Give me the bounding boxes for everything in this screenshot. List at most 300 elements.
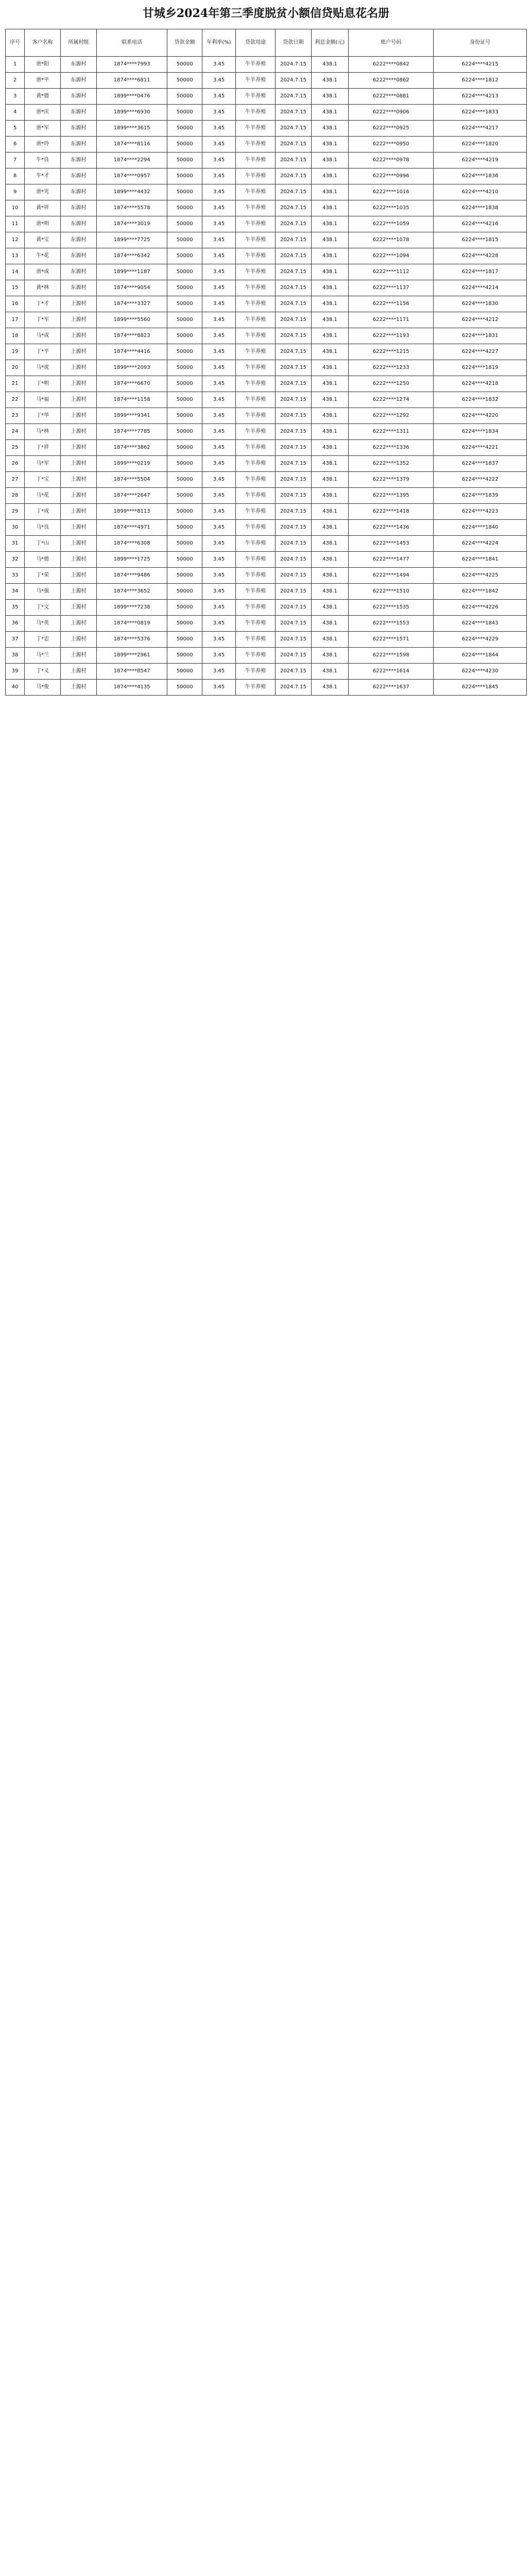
cell-purpose: 牛羊养殖 xyxy=(236,504,276,520)
cell-phone: 1874****9054 xyxy=(96,280,167,296)
cell-no: 13 xyxy=(6,248,25,264)
cell-account: 6222****1598 xyxy=(349,648,434,664)
cell-amount: 50000 xyxy=(167,456,202,472)
table-row xyxy=(6,57,527,73)
cell-phone: 1874****0957 xyxy=(96,168,167,184)
cell-name: 丁*义 xyxy=(25,664,61,680)
cell-id: 6224****4212 xyxy=(434,312,527,328)
cell-name: 丁*文 xyxy=(25,600,61,616)
table-row xyxy=(6,360,527,376)
col-header-name: 客户名称 xyxy=(25,29,61,57)
cell-date: 2024.7.15 xyxy=(275,584,311,600)
cell-village: 上源村 xyxy=(61,488,97,504)
cell-date: 2024.7.15 xyxy=(275,360,311,376)
cell-no: 14 xyxy=(6,264,25,280)
cell-amount: 50000 xyxy=(167,568,202,584)
table-row xyxy=(6,200,527,216)
cell-account: 6222****1614 xyxy=(349,664,434,680)
cell-date: 2024.7.15 xyxy=(275,392,311,408)
cell-account: 6222****1535 xyxy=(349,600,434,616)
table-row xyxy=(6,584,527,600)
cell-no: 34 xyxy=(6,584,25,600)
cell-village: 东源村 xyxy=(61,248,97,264)
col-header-purpose: 贷款用途 xyxy=(236,29,276,57)
cell-rate: 3.45 xyxy=(202,664,235,680)
cell-purpose: 牛羊养殖 xyxy=(236,456,276,472)
cell-amount: 50000 xyxy=(167,664,202,680)
cell-phone: 1874****3652 xyxy=(96,584,167,600)
cell-id: 6224****1837 xyxy=(434,456,527,472)
cell-interest: 438.1 xyxy=(311,105,348,121)
cell-date: 2024.7.15 xyxy=(275,616,311,632)
cell-name: 丁*平 xyxy=(25,344,61,360)
cell-name: 牛*良 xyxy=(25,152,61,168)
cell-name: 丁*明 xyxy=(25,376,61,392)
cell-date: 2024.7.15 xyxy=(275,600,311,616)
cell-village: 东源村 xyxy=(61,57,97,73)
cell-phone: 1874****8116 xyxy=(96,137,167,152)
cell-amount: 50000 xyxy=(167,248,202,264)
cell-village: 东源村 xyxy=(61,184,97,200)
cell-amount: 50000 xyxy=(167,312,202,328)
cell-no: 25 xyxy=(6,440,25,456)
table-row xyxy=(6,664,527,680)
cell-date: 2024.7.15 xyxy=(275,168,311,184)
table-row xyxy=(6,600,527,616)
cell-date: 2024.7.15 xyxy=(275,89,311,105)
page-title: 甘城乡2024年第三季度脱贫小额信贷贴息花名册 xyxy=(142,7,390,20)
cell-account: 6222****0996 xyxy=(349,168,434,184)
cell-phone: 1899****0219 xyxy=(96,456,167,472)
cell-village: 上源村 xyxy=(61,504,97,520)
cell-rate: 3.45 xyxy=(202,328,235,344)
cell-purpose: 牛羊养殖 xyxy=(236,408,276,424)
cell-village: 上源村 xyxy=(61,552,97,568)
cell-purpose: 牛羊养殖 xyxy=(236,680,276,696)
cell-account: 6222****1292 xyxy=(349,408,434,424)
cell-rate: 3.45 xyxy=(202,312,235,328)
cell-phone: 1874****4416 xyxy=(96,344,167,360)
cell-village: 上源村 xyxy=(61,600,97,616)
cell-amount: 50000 xyxy=(167,488,202,504)
cell-purpose: 牛羊养殖 xyxy=(236,472,276,488)
cell-amount: 50000 xyxy=(167,376,202,392)
cell-name: 马*德 xyxy=(25,552,61,568)
cell-date: 2024.7.15 xyxy=(275,552,311,568)
cell-rate: 3.45 xyxy=(202,264,235,280)
cell-name: 马*福 xyxy=(25,392,61,408)
cell-amount: 50000 xyxy=(167,408,202,424)
cell-interest: 438.1 xyxy=(311,680,348,696)
cell-interest: 438.1 xyxy=(311,664,348,680)
cell-amount: 50000 xyxy=(167,648,202,664)
cell-purpose: 牛羊养殖 xyxy=(236,216,276,232)
cell-date: 2024.7.15 xyxy=(275,520,311,536)
table-row xyxy=(6,264,527,280)
cell-village: 上源村 xyxy=(61,312,97,328)
cell-amount: 50000 xyxy=(167,89,202,105)
cell-village: 上源村 xyxy=(61,664,97,680)
table-row xyxy=(6,184,527,200)
table-row xyxy=(6,216,527,232)
cell-village: 上源村 xyxy=(61,648,97,664)
cell-rate: 3.45 xyxy=(202,616,235,632)
col-header-interest: 利息金额(元) xyxy=(311,29,348,57)
cell-village: 上源村 xyxy=(61,472,97,488)
cell-amount: 50000 xyxy=(167,296,202,312)
cell-village: 东源村 xyxy=(61,168,97,184)
table-row xyxy=(6,73,527,89)
cell-phone: 1899****5560 xyxy=(96,312,167,328)
cell-no: 38 xyxy=(6,648,25,664)
cell-village: 东源村 xyxy=(61,121,97,137)
cell-account: 6222****1233 xyxy=(349,360,434,376)
cell-phone: 1874****3327 xyxy=(96,296,167,312)
cell-purpose: 牛羊养殖 xyxy=(236,152,276,168)
cell-village: 东源村 xyxy=(61,152,97,168)
cell-purpose: 牛羊养殖 xyxy=(236,488,276,504)
cell-interest: 438.1 xyxy=(311,632,348,648)
table-row xyxy=(6,344,527,360)
cell-amount: 50000 xyxy=(167,137,202,152)
cell-id: 6224****4227 xyxy=(434,344,527,360)
cell-id: 6224****4218 xyxy=(434,376,527,392)
cell-interest: 438.1 xyxy=(311,408,348,424)
cell-phone: 1874****8547 xyxy=(96,664,167,680)
col-header-rate: 年利率(%) xyxy=(202,29,235,57)
cell-amount: 50000 xyxy=(167,105,202,121)
cell-no: 5 xyxy=(6,121,25,137)
cell-name: 唐*阳 xyxy=(25,57,61,73)
cell-interest: 438.1 xyxy=(311,584,348,600)
cell-purpose: 牛羊养殖 xyxy=(236,264,276,280)
cell-name: 丁*荣 xyxy=(25,568,61,584)
cell-name: 丁*山 xyxy=(25,536,61,552)
col-header-amount: 贷款金额 xyxy=(167,29,202,57)
cell-interest: 438.1 xyxy=(311,73,348,89)
cell-no: 26 xyxy=(6,456,25,472)
cell-id: 6224****4230 xyxy=(434,664,527,680)
cell-name: 丁*宝 xyxy=(25,472,61,488)
cell-rate: 3.45 xyxy=(202,632,235,648)
cell-village: 上源村 xyxy=(61,424,97,440)
cell-no: 12 xyxy=(6,232,25,248)
cell-interest: 438.1 xyxy=(311,504,348,520)
cell-id: 6224****1820 xyxy=(434,137,527,152)
cell-phone: 1874****1158 xyxy=(96,392,167,408)
cell-amount: 50000 xyxy=(167,232,202,248)
cell-purpose: 牛羊养殖 xyxy=(236,600,276,616)
cell-account: 6222****1418 xyxy=(349,504,434,520)
cell-interest: 438.1 xyxy=(311,376,348,392)
table-row xyxy=(6,488,527,504)
cell-village: 上源村 xyxy=(61,632,97,648)
cell-account: 6222****1453 xyxy=(349,536,434,552)
cell-phone: 1899****4432 xyxy=(96,184,167,200)
cell-name: 黄*德 xyxy=(25,89,61,105)
cell-account: 6222****1477 xyxy=(349,552,434,568)
cell-no: 21 xyxy=(6,376,25,392)
cell-no: 8 xyxy=(6,168,25,184)
cell-rate: 3.45 xyxy=(202,648,235,664)
table-header-row xyxy=(6,29,527,57)
cell-village: 东源村 xyxy=(61,105,97,121)
cell-phone: 1899****7725 xyxy=(96,232,167,248)
cell-date: 2024.7.15 xyxy=(275,248,311,264)
cell-phone: 1874****6811 xyxy=(96,73,167,89)
cell-account: 6222****0950 xyxy=(349,137,434,152)
cell-village: 上源村 xyxy=(61,536,97,552)
cell-id: 6224****1839 xyxy=(434,488,527,504)
cell-village: 上源村 xyxy=(61,568,97,584)
cell-purpose: 牛羊养殖 xyxy=(236,89,276,105)
cell-interest: 438.1 xyxy=(311,248,348,264)
cell-name: 马*英 xyxy=(25,616,61,632)
cell-interest: 438.1 xyxy=(311,360,348,376)
cell-name: 丁*才 xyxy=(25,296,61,312)
cell-account: 6222****1250 xyxy=(349,376,434,392)
cell-account: 6222****1379 xyxy=(349,472,434,488)
cell-date: 2024.7.15 xyxy=(275,121,311,137)
cell-account: 6222****0978 xyxy=(349,152,434,168)
cell-village: 上源村 xyxy=(61,616,97,632)
cell-date: 2024.7.15 xyxy=(275,296,311,312)
cell-amount: 50000 xyxy=(167,600,202,616)
cell-phone: 1874****6670 xyxy=(96,376,167,392)
cell-account: 6222****1215 xyxy=(349,344,434,360)
cell-phone: 1874****3019 xyxy=(96,216,167,232)
cell-no: 40 xyxy=(6,680,25,696)
cell-name: 牛*花 xyxy=(25,248,61,264)
cell-account: 6222****1094 xyxy=(349,248,434,264)
cell-no: 1 xyxy=(6,57,25,73)
cell-rate: 3.45 xyxy=(202,392,235,408)
cell-id: 6224****1840 xyxy=(434,520,527,536)
col-header-account: 账户号码 xyxy=(349,29,434,57)
cell-date: 2024.7.15 xyxy=(275,536,311,552)
cell-phone: 1874****8823 xyxy=(96,328,167,344)
cell-name: 丁*成 xyxy=(25,504,61,520)
cell-id: 6224****4228 xyxy=(434,248,527,264)
cell-no: 39 xyxy=(6,664,25,680)
cell-interest: 438.1 xyxy=(311,216,348,232)
cell-phone: 1874****3862 xyxy=(96,440,167,456)
cell-purpose: 牛羊养殖 xyxy=(236,344,276,360)
cell-account: 6222****1059 xyxy=(349,216,434,232)
cell-id: 6224****1834 xyxy=(434,424,527,440)
cell-no: 20 xyxy=(6,360,25,376)
cell-amount: 50000 xyxy=(167,57,202,73)
cell-no: 24 xyxy=(6,424,25,440)
cell-no: 2 xyxy=(6,73,25,89)
cell-no: 11 xyxy=(6,216,25,232)
cell-id: 6224****1842 xyxy=(434,584,527,600)
cell-purpose: 牛羊养殖 xyxy=(236,105,276,121)
cell-date: 2024.7.15 xyxy=(275,264,311,280)
cell-rate: 3.45 xyxy=(202,600,235,616)
cell-village: 东源村 xyxy=(61,216,97,232)
cell-date: 2024.7.15 xyxy=(275,232,311,248)
cell-id: 6224****1845 xyxy=(434,680,527,696)
table-row xyxy=(6,328,527,344)
cell-account: 6222****1336 xyxy=(349,440,434,456)
cell-village: 东源村 xyxy=(61,137,97,152)
cell-account: 6222****1137 xyxy=(349,280,434,296)
cell-amount: 50000 xyxy=(167,328,202,344)
cell-id: 6224****1838 xyxy=(434,200,527,216)
cell-account: 6222****0842 xyxy=(349,57,434,73)
cell-interest: 438.1 xyxy=(311,168,348,184)
cell-rate: 3.45 xyxy=(202,472,235,488)
cell-purpose: 牛羊养殖 xyxy=(236,137,276,152)
cell-name: 马*良 xyxy=(25,520,61,536)
cell-rate: 3.45 xyxy=(202,296,235,312)
cell-name: 马*虎 xyxy=(25,360,61,376)
cell-purpose: 牛羊养殖 xyxy=(236,121,276,137)
cell-amount: 50000 xyxy=(167,360,202,376)
cell-id: 6224****4219 xyxy=(434,152,527,168)
cell-rate: 3.45 xyxy=(202,216,235,232)
cell-village: 上源村 xyxy=(61,296,97,312)
cell-purpose: 牛羊养殖 xyxy=(236,568,276,584)
cell-village: 上源村 xyxy=(61,408,97,424)
cell-no: 22 xyxy=(6,392,25,408)
cell-id: 6224****1843 xyxy=(434,616,527,632)
cell-name: 丁*忠 xyxy=(25,632,61,648)
cell-rate: 3.45 xyxy=(202,584,235,600)
cell-account: 6222****1274 xyxy=(349,392,434,408)
cell-interest: 438.1 xyxy=(311,440,348,456)
cell-rate: 3.45 xyxy=(202,280,235,296)
cell-no: 31 xyxy=(6,536,25,552)
cell-date: 2024.7.15 xyxy=(275,184,311,200)
cell-phone: 1874****7993 xyxy=(96,57,167,73)
cell-date: 2024.7.15 xyxy=(275,137,311,152)
cell-rate: 3.45 xyxy=(202,248,235,264)
cell-date: 2024.7.15 xyxy=(275,680,311,696)
cell-interest: 438.1 xyxy=(311,57,348,73)
cell-no: 30 xyxy=(6,520,25,536)
cell-interest: 438.1 xyxy=(311,137,348,152)
cell-phone: 1874****2294 xyxy=(96,152,167,168)
cell-account: 6222****0862 xyxy=(349,73,434,89)
cell-phone: 1899****1187 xyxy=(96,264,167,280)
cell-phone: 1874****0819 xyxy=(96,616,167,632)
cell-village: 上源村 xyxy=(61,456,97,472)
cell-phone: 1874****2647 xyxy=(96,488,167,504)
col-header-no: 序号 xyxy=(6,29,25,57)
cell-purpose: 牛羊养殖 xyxy=(236,232,276,248)
table-row xyxy=(6,440,527,456)
cell-id: 6224****4222 xyxy=(434,472,527,488)
cell-village: 上源村 xyxy=(61,344,97,360)
cell-amount: 50000 xyxy=(167,440,202,456)
cell-purpose: 牛羊养殖 xyxy=(236,424,276,440)
cell-amount: 50000 xyxy=(167,73,202,89)
cell-id: 6224****1819 xyxy=(434,360,527,376)
cell-rate: 3.45 xyxy=(202,105,235,121)
cell-amount: 50000 xyxy=(167,520,202,536)
cell-rate: 3.45 xyxy=(202,440,235,456)
cell-rate: 3.45 xyxy=(202,424,235,440)
cell-id: 6224****4216 xyxy=(434,216,527,232)
table-row xyxy=(6,89,527,105)
cell-purpose: 牛羊养殖 xyxy=(236,360,276,376)
cell-phone: 1899****7238 xyxy=(96,600,167,616)
cell-phone: 1874****5578 xyxy=(96,200,167,216)
cell-rate: 3.45 xyxy=(202,184,235,200)
cell-id: 6224****4215 xyxy=(434,57,527,73)
cell-interest: 438.1 xyxy=(311,536,348,552)
cell-id: 6224****1836 xyxy=(434,168,527,184)
cell-name: 唐*平 xyxy=(25,73,61,89)
cell-interest: 438.1 xyxy=(311,424,348,440)
cell-interest: 438.1 xyxy=(311,392,348,408)
cell-date: 2024.7.15 xyxy=(275,424,311,440)
table-row xyxy=(6,408,527,424)
loan-subsidy-table xyxy=(5,29,527,696)
cell-purpose: 牛羊养殖 xyxy=(236,168,276,184)
cell-account: 6222****1494 xyxy=(349,568,434,584)
cell-interest: 438.1 xyxy=(311,89,348,105)
cell-amount: 50000 xyxy=(167,424,202,440)
cell-account: 6222****1171 xyxy=(349,312,434,328)
cell-name: 马*林 xyxy=(25,424,61,440)
cell-name: 马*兰 xyxy=(25,648,61,664)
cell-account: 6222****1436 xyxy=(349,520,434,536)
cell-no: 17 xyxy=(6,312,25,328)
cell-village: 东源村 xyxy=(61,200,97,216)
cell-account: 6222****1553 xyxy=(349,616,434,632)
cell-date: 2024.7.15 xyxy=(275,328,311,344)
cell-amount: 50000 xyxy=(167,184,202,200)
cell-purpose: 牛羊养殖 xyxy=(236,200,276,216)
cell-amount: 50000 xyxy=(167,632,202,648)
cell-no: 33 xyxy=(6,568,25,584)
cell-interest: 438.1 xyxy=(311,184,348,200)
cell-amount: 50000 xyxy=(167,536,202,552)
col-header-date: 贷款日期 xyxy=(275,29,311,57)
cell-date: 2024.7.15 xyxy=(275,216,311,232)
cell-id: 6224****4229 xyxy=(434,632,527,648)
cell-phone: 1899****2093 xyxy=(96,360,167,376)
cell-id: 6224****1833 xyxy=(434,105,527,121)
cell-village: 上源村 xyxy=(61,440,97,456)
table-row xyxy=(6,648,527,664)
cell-date: 2024.7.15 xyxy=(275,568,311,584)
cell-id: 6224****4223 xyxy=(434,504,527,520)
cell-date: 2024.7.15 xyxy=(275,57,311,73)
cell-rate: 3.45 xyxy=(202,568,235,584)
cell-id: 6224****4221 xyxy=(434,440,527,456)
cell-name: 丁*祥 xyxy=(25,440,61,456)
cell-rate: 3.45 xyxy=(202,552,235,568)
cell-rate: 3.45 xyxy=(202,57,235,73)
cell-rate: 3.45 xyxy=(202,520,235,536)
cell-no: 18 xyxy=(6,328,25,344)
cell-rate: 3.45 xyxy=(202,680,235,696)
table-row xyxy=(6,680,527,696)
cell-account: 6222****1637 xyxy=(349,680,434,696)
table-row xyxy=(6,137,527,152)
cell-name: 唐*军 xyxy=(25,121,61,137)
cell-date: 2024.7.15 xyxy=(275,105,311,121)
table-row xyxy=(6,121,527,137)
cell-amount: 50000 xyxy=(167,264,202,280)
cell-rate: 3.45 xyxy=(202,121,235,137)
cell-purpose: 牛羊养殖 xyxy=(236,616,276,632)
cell-amount: 50000 xyxy=(167,344,202,360)
